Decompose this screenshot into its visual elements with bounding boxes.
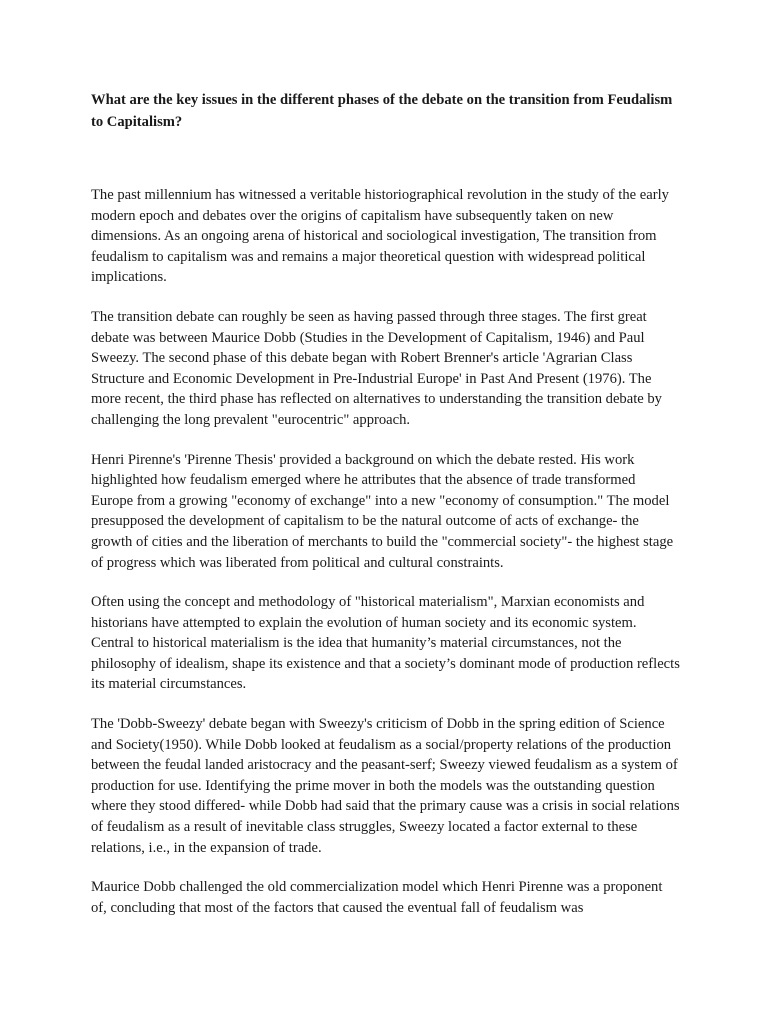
document-page xyxy=(91,90,681,937)
document-title: What are the key issues in the different phases of the debate on the transition from Feudalism to Capitalism? xyxy=(91,92,673,130)
paragraph-1: The past millennium has witnessed a veritable historiographical revolution in the study of the early modern epoch and debates over the origins of capitalism have subsequently taken on new dimensions. As an ongoing arena of historical and sociological investigation, The transition from feudalism to capitalism was and remains a major theoretical question with widespread political implications. xyxy=(91,187,669,286)
paragraph-4: Often using the concept and methodology of "historical materialism", Marxian economists and historians have attempted to explain the evolution of human society and its economic system. Central to historical materialism is the idea that humanity’s material circumstances, not the philosophy of idealism, shape its existence and that a society’s dominant mode of production reflects its material circumstances. xyxy=(91,594,680,693)
paragraph-3: Henri Pirenne's 'Pirenne Thesis' provided a background on which the debate rested. His work highlighted how feudalism emerged where he attributes that the absence of trade transformed Europe from a growing "economy of exchange" into a new "economy of consumption." The model presupposed the development of capitalism to be the natural outcome of acts of exchange- the growth of cities and the liberation of merchants to build the "commercial society"- the highest stage of progress which was liberated from political and cultural constraints. xyxy=(91,451,674,571)
paragraph-6: Maurice Dobb challenged the old commercialization model which Henri Pirenne was a proponent of, concluding that most of the factors that caused the eventual fall of feudalism was xyxy=(91,879,663,916)
paragraph-5: The 'Dobb-Sweezy' debate began with Sweezy's criticism of Dobb in the spring edition of Science and Society(1950). While Dobb looked at feudalism as a social/property relations of the production between the feudal landed aristocracy and the peasant-serf; Sweezy viewed feudalism as a system of production for use. Identifying the prime mover in both the models was the outstanding question where they stood differed- while Dobb had said that the primary cause was a crisis in social relations of feudalism as a result of inevitable class struggles, Sweezy located a factor external to these relations, i.e., in the expansion of trade. xyxy=(91,716,680,856)
paragraph-2: The transition debate can roughly be seen as having passed through three stages. The first great debate was between Maurice Dobb (Studies in the Development of Capitalism, 1946) and Paul Sweezy. The second phase of this debate began with Robert Brenner's article 'Agrarian Class Structure and Economic Development in Pre-Industrial Europe' in Past And Present (1976). The more recent, the third phase has reflected on alternatives to understanding the transition debate by challenging the long prevalent "eurocentric" approach. xyxy=(91,308,662,428)
